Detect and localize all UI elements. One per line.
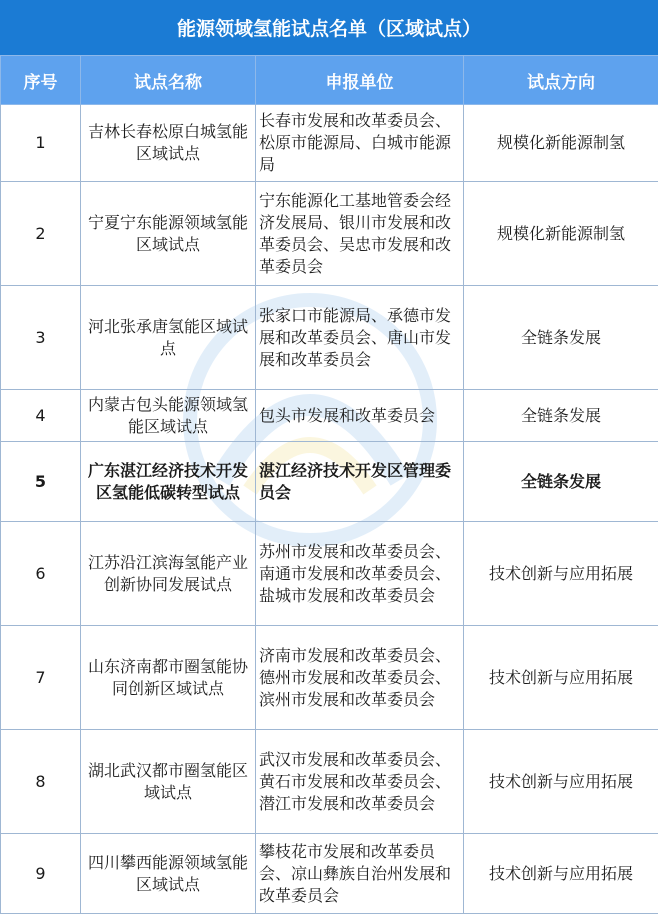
cell-no: 2 <box>1 182 81 286</box>
cell-direction: 全链条发展 <box>464 390 658 442</box>
cell-direction: 规模化新能源制氢 <box>464 105 658 182</box>
cell-name: 广东湛江经济技术开发区氢能低碳转型试点 <box>81 442 256 522</box>
table-row <box>1 390 658 442</box>
cell-direction: 规模化新能源制氢 <box>464 182 658 286</box>
cell-unit: 宁东能源化工基地管委会经济发展局、银川市发展和改革委员会、吴忠市发展和改革委员会 <box>256 182 464 286</box>
header-row <box>1 56 658 105</box>
column-header-unit: 申报单位 <box>256 56 464 105</box>
cell-name: 江苏沿江滨海氢能产业创新协同发展试点 <box>81 522 256 626</box>
cell-name: 吉林长春松原白城氢能区域试点 <box>81 105 256 182</box>
table-row <box>1 834 658 914</box>
cell-direction: 技术创新与应用拓展 <box>464 834 658 914</box>
cell-name: 河北张承唐氢能区域试点 <box>81 286 256 390</box>
table-row <box>1 442 658 522</box>
cell-name: 山东济南都市圈氢能协同创新区域试点 <box>81 626 256 730</box>
cell-unit: 济南市发展和改革委员会、德州市发展和改革委员会、滨州市发展和改革委员会 <box>256 626 464 730</box>
cell-direction: 技术创新与应用拓展 <box>464 522 658 626</box>
column-header-no: 序号 <box>1 56 81 105</box>
cell-unit: 长春市发展和改革委员会、松原市能源局、白城市能源局 <box>256 105 464 182</box>
cell-direction: 全链条发展 <box>464 286 658 390</box>
table-row <box>1 105 658 182</box>
cell-unit: 湛江经济技术开发区管理委员会 <box>256 442 464 522</box>
cell-name: 宁夏宁东能源领域氢能区域试点 <box>81 182 256 286</box>
cell-no: 8 <box>1 730 81 834</box>
pilot-table <box>0 55 658 914</box>
cell-name: 内蒙古包头能源领域氢能区域试点 <box>81 390 256 442</box>
column-header-name: 试点名称 <box>81 56 256 105</box>
cell-name: 湖北武汉都市圈氢能区域试点 <box>81 730 256 834</box>
cell-name: 四川攀西能源领域氢能区域试点 <box>81 834 256 914</box>
cell-no: 9 <box>1 834 81 914</box>
column-header-direction: 试点方向 <box>464 56 658 105</box>
table-row <box>1 182 658 286</box>
cell-no: 5 <box>1 442 81 522</box>
cell-direction: 全链条发展 <box>464 442 658 522</box>
cell-unit: 武汉市发展和改革委员会、黄石市发展和改革委员会、潜江市发展和改革委员会 <box>256 730 464 834</box>
table-title: 能源领域氢能试点名单（区域试点） <box>0 0 658 55</box>
cell-no: 6 <box>1 522 81 626</box>
cell-no: 1 <box>1 105 81 182</box>
cell-direction: 技术创新与应用拓展 <box>464 626 658 730</box>
table-row <box>1 626 658 730</box>
cell-no: 4 <box>1 390 81 442</box>
table-row <box>1 286 658 390</box>
table-row <box>1 730 658 834</box>
cell-unit: 张家口市能源局、承德市发展和改革委员会、唐山市发展和改革委员会 <box>256 286 464 390</box>
cell-unit: 包头市发展和改革委员会 <box>256 390 464 442</box>
cell-no: 7 <box>1 626 81 730</box>
cell-unit: 攀枝花市发展和改革委员会、凉山彝族自治州发展和改革委员会 <box>256 834 464 914</box>
table-row <box>1 522 658 626</box>
cell-direction: 技术创新与应用拓展 <box>464 730 658 834</box>
cell-no: 3 <box>1 286 81 390</box>
cell-unit: 苏州市发展和改革委员会、南通市发展和改革委员会、盐城市发展和改革委员会 <box>256 522 464 626</box>
